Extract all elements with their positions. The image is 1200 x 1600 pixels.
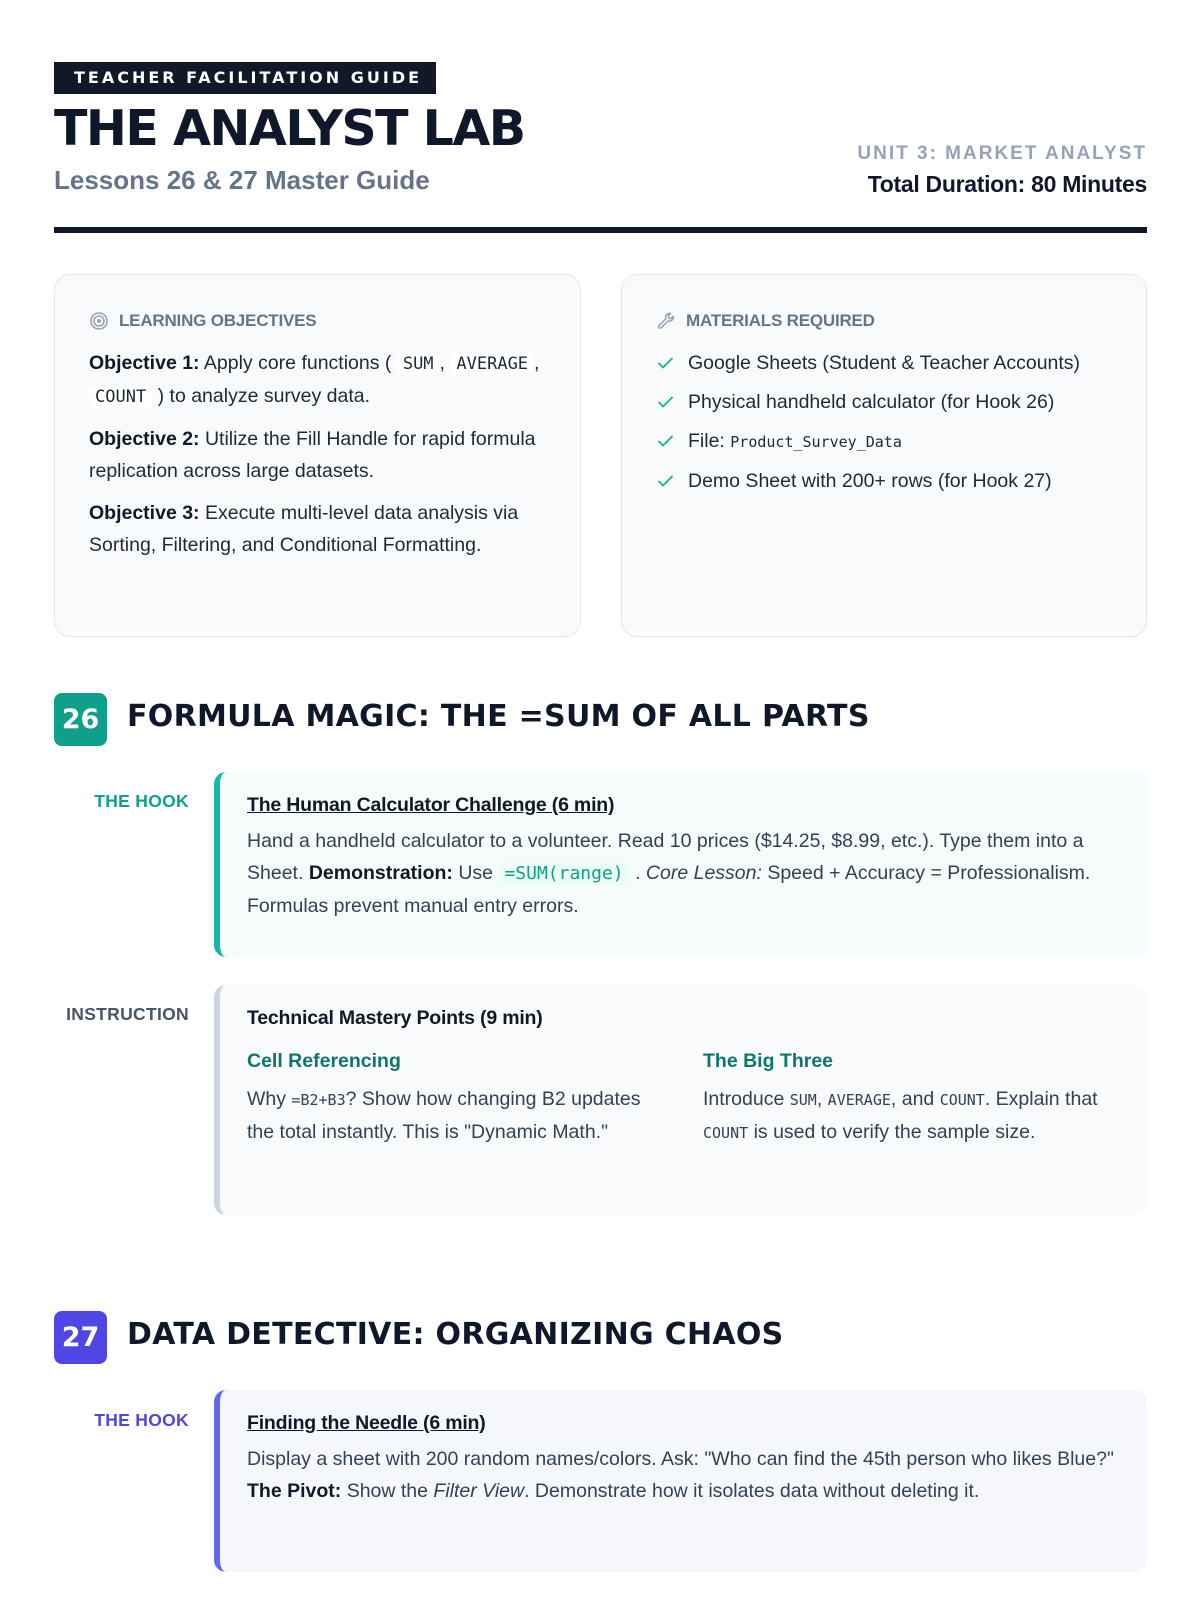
hook-body: . Demonstrate how it isolates data without deleting it. <box>524 1480 980 1502</box>
filter-view-term: Filter View <box>433 1480 525 1502</box>
lesson-26-instruction-label: INSTRUCTION <box>66 1004 189 1024</box>
separator: , <box>439 352 445 374</box>
separator: , <box>534 352 540 374</box>
formula-code: =B2+B3 <box>291 1091 346 1109</box>
check-icon <box>656 465 676 497</box>
objectives-list <box>89 347 552 571</box>
objective-item <box>89 423 552 487</box>
material-item <box>656 465 1118 497</box>
file-name: Product_Survey_Data <box>730 433 902 451</box>
core-lesson-label: Core Lesson: <box>645 862 762 884</box>
code-sum: SUM <box>789 1091 817 1109</box>
materials-heading-label: MATERIALS REQUIRED <box>686 311 875 330</box>
objective-text: Utilize the Fill Handle for rapid formula replication across large datasets. <box>89 428 536 482</box>
lesson-26-hook-box <box>214 772 1147 957</box>
column-body: ? Show how changing B2 updates the total instantly. This is "Dynamic Math." <box>247 1088 641 1143</box>
material-label: File: <box>688 430 725 452</box>
code-count: COUNT <box>703 1124 749 1142</box>
column-title: The Big Three <box>703 1050 834 1072</box>
materials-heading <box>656 311 875 331</box>
objective-text: Execute multi-level data analysis via Sorting, Filtering, and Conditional Formatting. <box>89 502 519 556</box>
code-sum: SUM <box>397 353 440 375</box>
material-item <box>656 386 1118 418</box>
lesson-27-title: DATA DETECTIVE: ORGANIZING CHAOS <box>127 1317 784 1352</box>
big-three-column <box>703 1050 1121 1149</box>
instruction-columns <box>247 1050 1121 1149</box>
hook-text <box>247 825 1121 922</box>
page-title: THE ANALYST LAB <box>54 100 525 157</box>
learning-objectives-card <box>54 274 581 637</box>
materials-required-card <box>621 274 1147 637</box>
material-item <box>656 425 1118 458</box>
unit-label: UNIT 3: MARKET ANALYST <box>857 143 1147 164</box>
hook-text <box>247 1443 1121 1507</box>
demonstration-label: Demonstration: <box>308 862 453 884</box>
material-text: Google Sheets (Student & Teacher Accounts) <box>688 352 1081 374</box>
cell-referencing-column <box>247 1050 665 1149</box>
instruction-title: Technical Mastery Points (9 min) <box>247 1007 543 1029</box>
code-average: AVERAGE <box>827 1091 891 1109</box>
guide-page <box>54 0 1147 1600</box>
header-divider <box>54 227 1147 233</box>
column-text <box>703 1083 1121 1149</box>
guide-tag: TEACHER FACILITATION GUIDE <box>54 62 436 94</box>
lesson-26-badge: 26 <box>54 693 107 746</box>
objective-label: Objective 2: <box>89 428 200 450</box>
objectives-heading-label: LEARNING OBJECTIVES <box>119 311 317 330</box>
column-body: is used to verify the sample size. <box>753 1121 1036 1143</box>
materials-list <box>656 347 1118 504</box>
target-icon <box>89 311 109 331</box>
objective-item <box>89 497 552 561</box>
check-icon <box>656 347 676 379</box>
code-count: COUNT <box>89 386 152 408</box>
column-text <box>247 1083 665 1148</box>
hook-body: Show the <box>346 1480 428 1502</box>
code-average: AVERAGE <box>450 353 534 375</box>
separator: , and <box>890 1088 935 1110</box>
demonstration-text: Use <box>458 862 494 884</box>
hook-body: . <box>635 862 641 884</box>
hook-title: The Human Calculator Challenge (6 min) <box>247 794 615 816</box>
hook-body: Hand a handheld calculator to a volunteer. Read 10 prices ($14.25, $8.99, etc.). Type them into a Sheet. <box>247 830 1084 884</box>
lesson-26-title: FORMULA MAGIC: THE =SUM OF ALL PARTS <box>127 699 870 734</box>
separator: , <box>816 1088 823 1110</box>
lesson-26-instruction-box <box>214 985 1147 1215</box>
column-title: Cell Referencing <box>247 1050 401 1072</box>
material-text: Demo Sheet with 200+ rows (for Hook 27) <box>688 470 1052 492</box>
lesson-27-badge: 27 <box>54 1311 107 1364</box>
pivot-label: The Pivot: <box>247 1480 342 1502</box>
lesson-27-hook-box <box>214 1390 1147 1572</box>
total-duration: Total Duration: 80 Minutes <box>867 171 1147 197</box>
material-text: Physical handheld calculator (for Hook 26) <box>688 391 1055 413</box>
page-subtitle: Lessons 26 & 27 Master Guide <box>54 165 430 195</box>
material-item <box>656 347 1118 379</box>
objective-text: Apply core functions ( <box>203 352 392 374</box>
objective-item <box>89 347 552 413</box>
hook-body: Display a sheet with 200 random names/colors. Ask: "Who can find the 45th person who likes Blue?" <box>247 1448 1114 1470</box>
check-icon <box>656 425 676 457</box>
column-body: Why <box>247 1088 286 1110</box>
sum-formula-code: =SUM(range) <box>498 862 629 885</box>
lesson-26-hook-label: THE HOOK <box>94 791 189 811</box>
hook-title: Finding the Needle (6 min) <box>247 1412 486 1434</box>
lesson-27-hook-label: THE HOOK <box>94 1410 189 1430</box>
objectives-heading <box>89 311 316 331</box>
code-count: COUNT <box>939 1091 985 1109</box>
column-body: . Explain that <box>984 1088 1098 1110</box>
objective-label: Objective 1: <box>89 352 200 374</box>
hook-body: Speed + Accuracy = Professionalism. Formulas prevent manual entry errors. <box>247 862 1091 917</box>
objective-text: ) to analyze survey data. <box>157 385 371 407</box>
column-body: Introduce <box>703 1088 785 1110</box>
objective-label: Objective 3: <box>89 502 200 524</box>
wrench-icon <box>656 311 676 331</box>
check-icon <box>656 386 676 418</box>
